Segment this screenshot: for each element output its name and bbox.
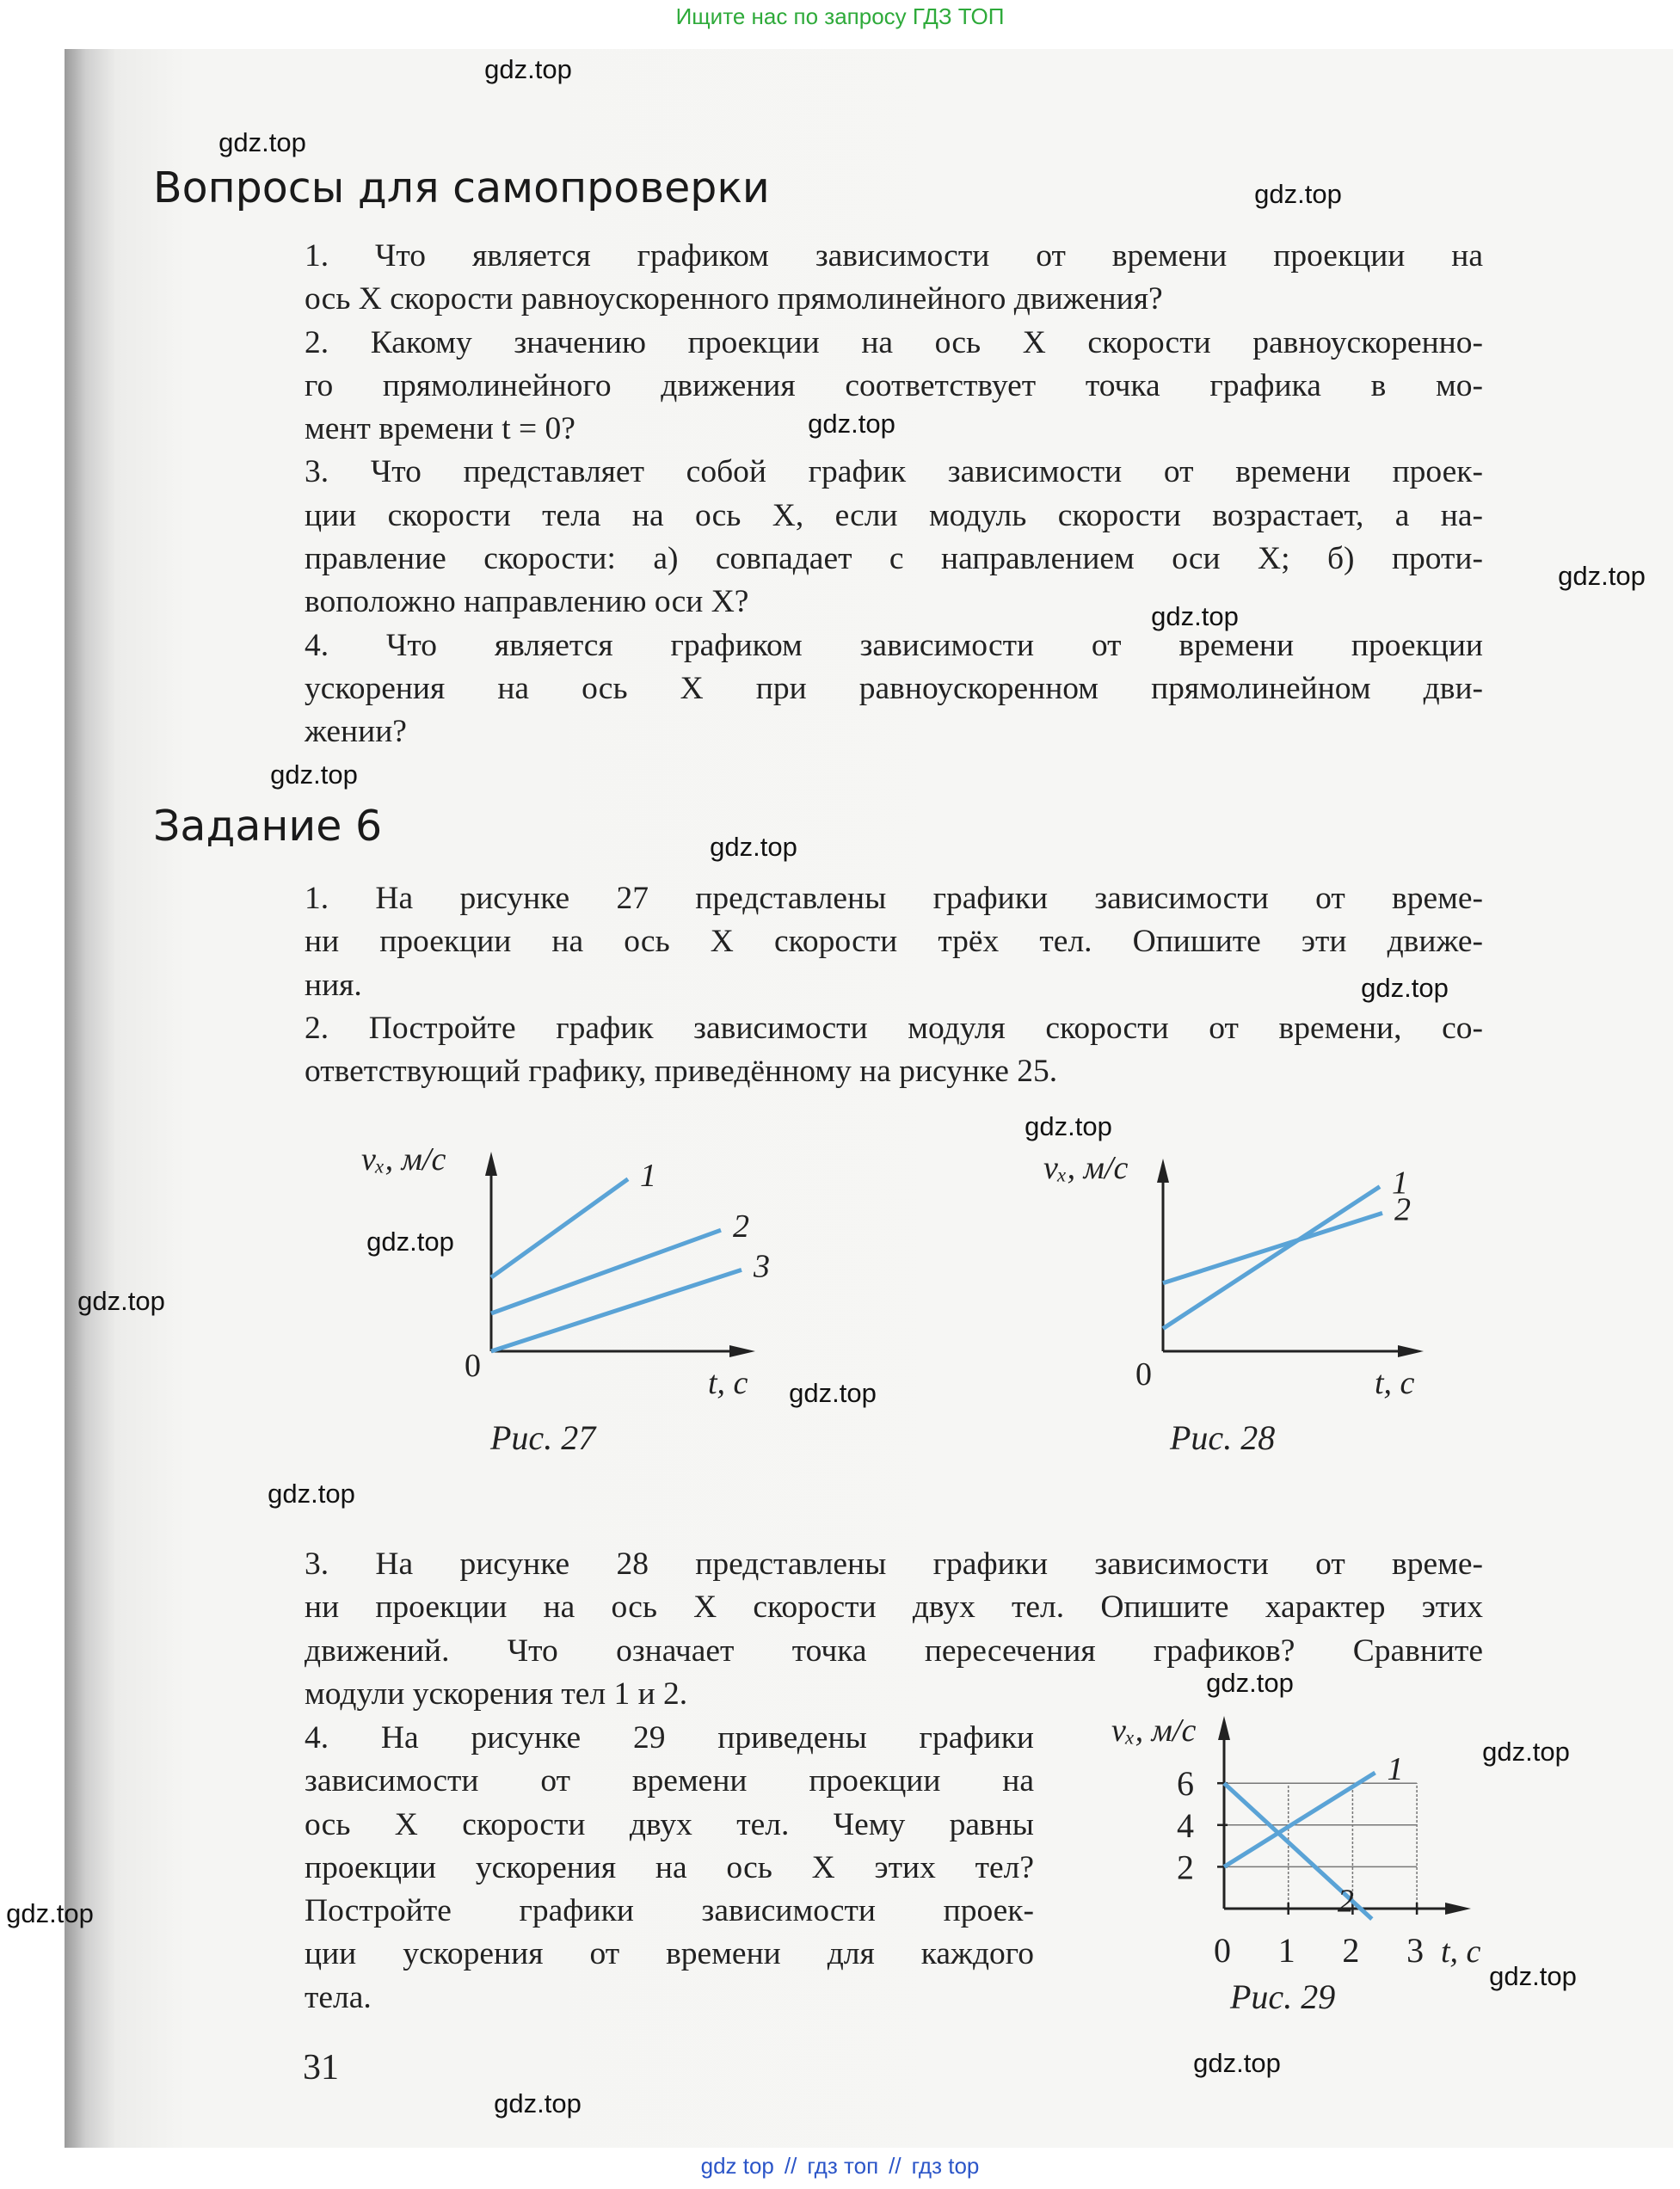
text-line: 1. Что является графиком зависимости от времени проекции на — [305, 238, 1483, 274]
watermark: gdz.top — [6, 1898, 94, 1928]
footer-link[interactable]: гдз top — [911, 2153, 980, 2179]
series-line-1 — [1163, 1187, 1380, 1329]
text-line: ции скорости тела на ось X, если модуль скорости возрастает, а на- — [305, 497, 1483, 533]
watermark: gdz.top — [268, 1479, 355, 1509]
text-line: правление скорости: а) совпадает с направлением оси X; б) проти- — [305, 541, 1483, 577]
text-line: ни проекции на ось X скорости двух тел. Опишите характер этих — [305, 1589, 1483, 1626]
y-tick-label: 2 — [1177, 1848, 1194, 1887]
text-line: 1. На рисунке 27 представлены графики зависимости от време- — [305, 881, 1483, 916]
text-line: ответствующий графику, приведённому на рисунке 25. — [305, 1054, 1058, 1090]
series-label: 2 — [1394, 1191, 1411, 1228]
watermark: gdz.top — [1151, 601, 1239, 631]
figure-caption: Рис. 27 — [490, 1418, 596, 1457]
text-line: ни проекции на ось X скорости трёх тел. Опишите эти движе- — [305, 924, 1483, 960]
x-tick-label: 0 — [1214, 1931, 1231, 1970]
text-line: Постройте графики зависимости проек- — [305, 1893, 1034, 1929]
watermark: gdz.top — [808, 409, 895, 439]
y-axis-label: vₓ, м/с — [1111, 1712, 1197, 1749]
text-line: тела. — [305, 1979, 372, 2015]
y-axis-arrow-icon — [1218, 1716, 1230, 1740]
text-line: модули ускорения тел 1 и 2. — [305, 1676, 688, 1712]
text-line: зависимости от времени проекции на — [305, 1763, 1034, 1799]
text-line: ось X скорости равноускоренного прямолинейного движения? — [305, 281, 1163, 317]
watermark: gdz.top — [1489, 1961, 1577, 1991]
x-axis-arrow-icon — [1398, 1345, 1424, 1357]
x-tick-label: 3 — [1406, 1931, 1425, 1970]
watermark: gdz.top — [1193, 2048, 1281, 2078]
text-line: ции ускорения от времени для каждого — [305, 1936, 1034, 1972]
x-axis-label: t, с — [1441, 1934, 1481, 1970]
series-label: 2 — [1337, 1883, 1354, 1920]
top-banner[interactable]: Ищите нас по запросу ГДЗ ТОП — [675, 3, 1005, 29]
series-line-3 — [491, 1270, 742, 1351]
series-label: 3 — [754, 1248, 770, 1285]
watermark: gdz.top — [1558, 561, 1646, 591]
text-line: ускорения на ось X при равноускоренном прямолинейном дви- — [305, 670, 1483, 706]
footer-link[interactable]: гдз топ — [807, 2153, 879, 2179]
watermark: gdz.top — [789, 1378, 877, 1408]
text-line: проекции ускорения на ось X этих тел? — [305, 1849, 1034, 1885]
series-label: 1 — [1387, 1751, 1404, 1788]
section-title-self-check: Вопросы для самопроверки — [153, 163, 770, 212]
x-axis-arrow-icon — [729, 1345, 755, 1357]
watermark: gdz.top — [1025, 1111, 1112, 1141]
footer-separator: // — [784, 2153, 797, 2179]
watermark: gdz.top — [366, 1227, 454, 1257]
text-line: воположно направлению оси X? — [305, 584, 749, 620]
text-line: 4. Что является графиком зависимости от времени проекции — [305, 627, 1483, 663]
y-axis-arrow-icon — [485, 1152, 497, 1176]
y-axis-arrow-icon — [1157, 1159, 1169, 1183]
watermark: gdz.top — [484, 54, 572, 84]
text-line: 2. Какому значению проекции на ось X скорости равноускоренно- — [305, 324, 1483, 360]
footer-separator: // — [889, 2153, 902, 2179]
section-title-task: Задание 6 — [153, 802, 383, 851]
series-label: 1 — [1392, 1165, 1408, 1202]
text-line: ния. — [305, 967, 362, 1003]
text-line: 3. На рисунке 28 представлены графики зависимости от време- — [305, 1546, 1483, 1582]
watermark: gdz.top — [710, 832, 797, 862]
text-line: 4. На рисунке 29 приведены графики — [305, 1720, 1034, 1756]
text-line: 2. Постройте график зависимости модуля скорости от времени, со- — [305, 1010, 1483, 1046]
x-tick-label: 2 — [1342, 1931, 1360, 1970]
y-axis-label: vₓ, м/с — [361, 1141, 446, 1178]
y-tick-label: 4 — [1177, 1805, 1194, 1845]
watermark: gdz.top — [1361, 973, 1449, 1003]
figure-caption: Рис. 29 — [1230, 1977, 1336, 2016]
y-axis-label: vₓ, м/с — [1043, 1150, 1129, 1186]
text-line: жении? — [305, 714, 407, 750]
watermark: gdz.top — [1254, 179, 1342, 209]
page-number: 31 — [303, 2048, 339, 2088]
text-line: мент времени t = 0? — [305, 411, 575, 447]
figure-caption: Рис. 28 — [1170, 1418, 1276, 1457]
series-line-1 — [491, 1179, 628, 1277]
watermark: gdz.top — [77, 1286, 165, 1316]
x-axis-arrow-icon — [1445, 1903, 1471, 1915]
origin-label: 0 — [1135, 1356, 1152, 1393]
figure-27 — [361, 1141, 770, 1457]
watermark: gdz.top — [1206, 1668, 1294, 1698]
watermark: gdz.top — [1482, 1737, 1570, 1767]
text-line: го прямолинейного движения соответствует точка графика в мо- — [305, 367, 1483, 403]
figure-28 — [1043, 1150, 1424, 1457]
footer-links — [0, 2153, 1680, 2180]
y-tick-label: 6 — [1177, 1764, 1194, 1804]
text-line: ось X скорости двух тел. Чему равны — [305, 1806, 1034, 1842]
text-line: 3. Что представляет собой график зависимости от времени проек- — [305, 454, 1483, 490]
footer-link[interactable]: gdz top — [700, 2153, 774, 2179]
watermark: gdz.top — [218, 127, 306, 157]
text-line: движений. Что означает точка пересечения графиков? Сравните — [305, 1633, 1483, 1669]
origin-label: 0 — [465, 1348, 481, 1384]
series-line-2 — [491, 1230, 721, 1313]
watermark: gdz.top — [494, 2088, 582, 2118]
x-axis-label: t, с — [708, 1365, 748, 1401]
figure-29 — [1111, 1712, 1481, 2016]
series-label: 2 — [733, 1208, 749, 1245]
watermark: gdz.top — [270, 759, 358, 790]
x-axis-label: t, с — [1375, 1365, 1415, 1401]
series-line-2 — [1163, 1213, 1382, 1282]
x-tick-label: 1 — [1277, 1931, 1295, 1970]
series-label: 1 — [640, 1157, 656, 1194]
